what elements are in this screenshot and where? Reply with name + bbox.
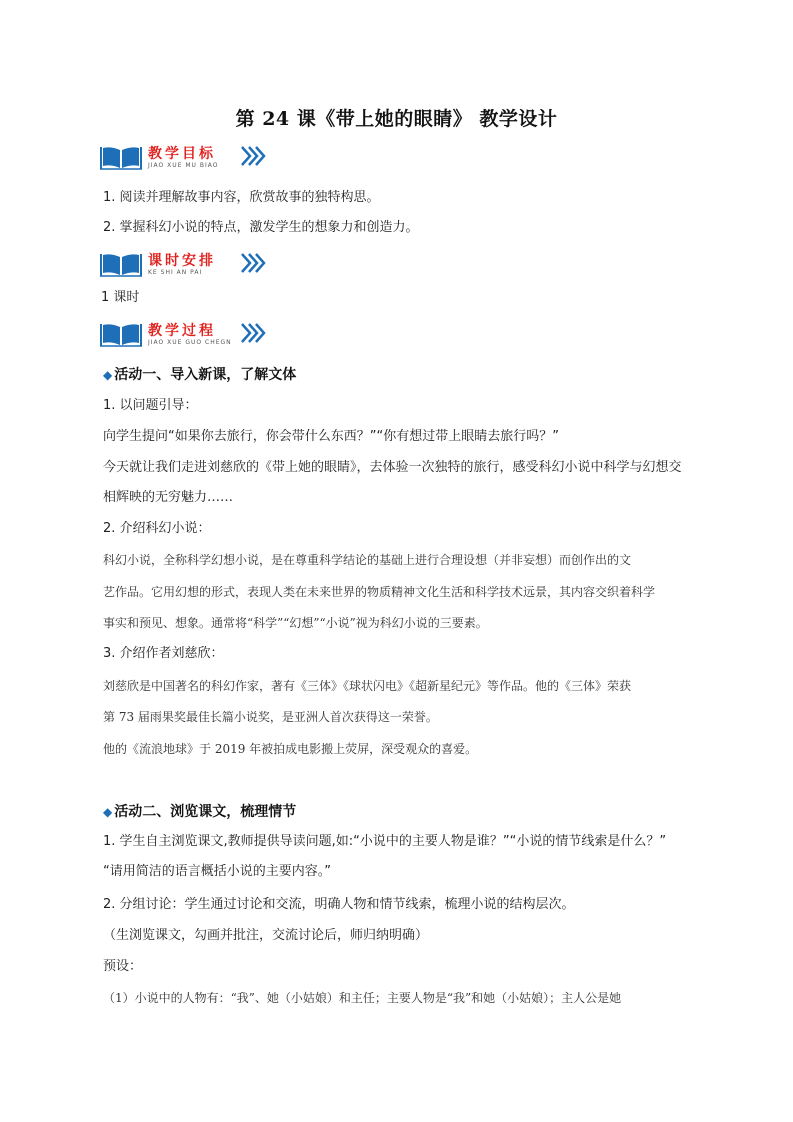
page-title: 第 24 课《带上她的眼睛》 教学设计 [235, 108, 558, 130]
body-line: 2. 介绍科幻小说： [103, 521, 211, 536]
body-line: 艺作品。它用幻想的形式，表现人类在未来世界的物质精神文化生活和科学技术远景，其内容交织着科学 [103, 585, 656, 599]
chevrons-right-icon [240, 251, 266, 275]
open-book-icon [100, 253, 142, 277]
body-line: 2. 分组讨论：学生通过讨论和交流，明确人物和情节线索，梳理小说的结构层次。 [103, 897, 575, 912]
body-line: （1）小说中的人物有：“我”、她（小姑娘）和主任；主要人物是“我”和她（小姑娘）；主人公是她 [103, 991, 622, 1005]
body-line: 3. 介绍作者刘慈欣： [103, 646, 224, 661]
section-label: 教学过程 [148, 323, 216, 339]
section-label: 课时安排 [148, 253, 216, 269]
chevrons-right-icon [240, 321, 266, 345]
schedule-text: 1 课时 [101, 290, 140, 305]
body-line: 事实和预见、想象。通常将“科学”“幻想”“小说”视为科幻小说的三要素。 [103, 616, 488, 630]
body-line: 科幻小说，全称科学幻想小说，是在尊重科学结论的基础上进行合理设想（并非妄想）而创作出的文 [103, 553, 632, 567]
body-line: 向学生提问“如果你去旅行，你会带什么东西？”“你有想过带上眼睛去旅行吗？” [103, 429, 559, 444]
section-pinyin: KE SHI AN PAI [148, 269, 203, 276]
goal-item: 2. 掌握科幻小说的特点，激发学生的想象力和创造力。 [103, 220, 419, 235]
body-line: 相辉映的无穷魅力…… [103, 490, 234, 505]
body-line: 今天就让我们走进刘慈欣的《带上她的眼睛》，去体验一次独特的旅行，感受科幻小说中科学与幻想交 [103, 460, 682, 475]
body-line: 1. 学生自主浏览课文,教师提供导读问题,如:“小说中的主要人物是谁？”“小说的情节线索是什么？” [103, 834, 667, 849]
body-line: 刘慈欣是中国著名的科幻作家，著有《三体》《球状闪电》《超新星纪元》等作品。他的《三体》荣获 [103, 679, 632, 693]
body-line: 他的《流浪地球》于 2019 年被拍成电影搬上荧屏，深受观众的喜爱。 [103, 742, 478, 756]
body-line: 第 73 届雨果奖最佳长篇小说奖，是亚洲人首次获得这一荣誉。 [103, 710, 438, 724]
chevrons-right-icon [240, 144, 266, 168]
section-header-goals [100, 143, 300, 173]
open-book-icon [100, 323, 142, 347]
activity-heading [103, 364, 296, 384]
activity-heading-text: 活动二、浏览课文，梳理情节 [114, 804, 297, 820]
activity-heading-text: 活动一、导入新课，了解文体 [114, 367, 297, 383]
body-line: 1. 以问题引导： [103, 398, 198, 413]
section-label: 教学目标 [148, 146, 216, 162]
section-header-process [100, 320, 300, 350]
body-line: （生浏览课文，勾画并批注，交流讨论后，师归纳明确） [103, 928, 429, 943]
goal-item: 1. 阅读并理解故事内容，欣赏故事的独特构思。 [103, 190, 380, 205]
activity-heading [103, 801, 296, 821]
section-pinyin: JIAO XUE MU BIAO [148, 162, 219, 169]
body-line: 预设： [103, 959, 143, 974]
section-pinyin: JIAO XUE GUO CHEGN [148, 339, 232, 346]
section-header-schedule [100, 250, 300, 280]
diamond-bullet-icon: ◆ [103, 805, 113, 819]
open-book-icon [100, 146, 142, 170]
diamond-bullet-icon: ◆ [103, 368, 113, 382]
body-line: “请用简洁的语言概括小说的主要内容。” [103, 864, 331, 879]
